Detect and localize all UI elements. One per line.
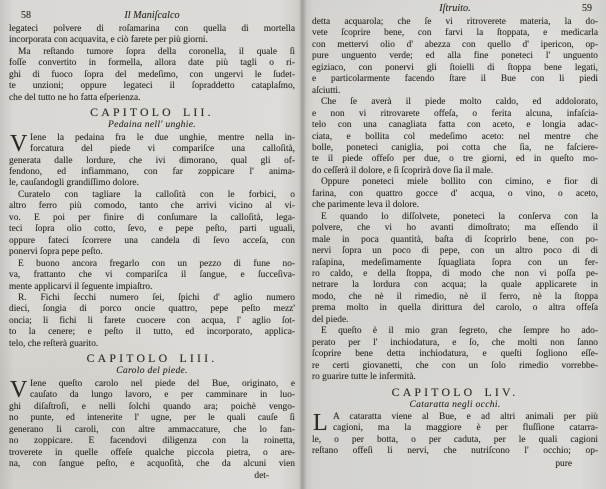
text-line: reſtano offeſi li nervi, che nutriſcono l' occhio; op- [312, 446, 598, 457]
text-line: R. Fichi ſecchi numero ſei, ſpichi d' aglio numero [18, 293, 295, 304]
text-line: Iene la pedaina fra le due unghie, mentre nella in- [30, 132, 295, 143]
text-line: forcatura del piede vi compariſce una calloſità, [30, 144, 295, 155]
text-line: legateci polvere di roſamarina con quella di mortella [9, 24, 295, 34]
text-line: e non vi ritrovarete offeſa, o ferita alcuna, infaſcia- [312, 108, 598, 119]
text-line: E buono ancora fregarlo con un pezzo di fune no- [18, 258, 295, 269]
body-paragraph [312, 17, 598, 97]
body-paragraph [9, 47, 295, 104]
body-paragraph [9, 130, 295, 190]
text-line: teci ſopra olio cotto, ſevo, e pepe peſto, parti uguali, [9, 224, 295, 235]
text-line: pure unguento verde; ed alla fine poneteci l' unguento [312, 51, 598, 62]
text-line: e particolarmente facendo ſtare il Bue con li piedi [312, 74, 598, 85]
page-body [9, 24, 295, 482]
text-line: na, con ſangue peſto, e acquoſità, che da alcuni vien [9, 458, 295, 469]
text-line: vo. E poi per finire di conſumare la calloſità, lega- [9, 212, 295, 223]
body-paragraph [9, 293, 295, 350]
text-line: generano li caroli, con altre ammaccature, che lo fan- [9, 424, 295, 435]
text-line: cagioni, ma la maggiore è per fluſſione catarra- [333, 423, 598, 434]
catchword: det- [254, 471, 269, 482]
chapter-heading: CAPITOLO LIII. [86, 351, 218, 366]
chapter-heading: CAPITOLO LII. [90, 105, 214, 120]
text-line: cauſato da lungo lavoro, e per camminare in luo- [30, 390, 295, 401]
text-line: le, cauſandogli grandiſſimo dolore. [9, 178, 139, 189]
text-line: detta acquarola; che ſe vi ritroverete materia, la do- [312, 17, 598, 27]
text-line: le, o per botta, o per caduta, per le quali cagioni [312, 434, 598, 445]
page-number: 58 [21, 10, 31, 21]
text-line: prema molto in quella dirittura del carolo, o altra offeſa [312, 303, 598, 314]
body-paragraph [312, 97, 598, 177]
chapter-subtitle: Cataratta negli occhi. [409, 398, 501, 410]
text-line: mente applicarvi il ſeguente impiaſtro. [9, 281, 153, 292]
text-line: va, frattanto che vi compariſca il ſangue, e ſucceſiva- [9, 270, 295, 281]
body-paragraph [312, 177, 598, 211]
text-line: te unzioni; oppure legateci il ſopraddetto cataplaſmo, [9, 81, 295, 92]
catchword: pure [555, 458, 572, 469]
page-body [312, 17, 598, 470]
text-line: fendono, ed infiammano, con far zoppicare l' anima- [9, 167, 295, 178]
page-header [9, 9, 295, 22]
body-paragraph [9, 190, 295, 259]
chapter-subtitle: Pedaina nell' unghie. [107, 119, 196, 131]
text-line: E queſto è il mio gran ſegreto, che ſempre ho ado- [321, 326, 598, 337]
chapter-subtitle: Carolo del piede. [116, 365, 188, 377]
text-line: bolle, poneteci caniglia, poi cotta che ſia, ne faſciere- [312, 142, 598, 153]
text-line: ponervi ſopra pepe peſto. [9, 247, 103, 258]
text-line: polvere, che vi ho avanti dimoſtrato; ma eſſendo il [312, 223, 598, 234]
drop-cap: V [10, 130, 28, 157]
text-line: te il piede offeſo per due, o tre giorni, ed in queſto mo- [312, 154, 598, 165]
text-line: ghi di fuoco ſopra del medeſimo, con ungervi le ſudet- [9, 69, 295, 80]
running-title: Il Maniſcalco [124, 10, 180, 21]
text-line: dieci, ſongia di porco oncie quattro, pepe peſto mezz' [9, 304, 295, 315]
text-line: perato per l' inchiodatura, e ſo, che molti non ſanno [312, 337, 598, 348]
drop-cap: V [10, 376, 28, 403]
text-line: generata dalle lordure, che ivi dimorano, qual gli of- [9, 155, 295, 166]
text-line: troverete in quelle offeſe qualche piccola pietra, o are- [9, 447, 295, 458]
text-line: ro caldo, e della ſtoppa, di modo che non vi poſſa pe- [312, 268, 598, 279]
text-line: incorporata con acquavita, e ciò farete per più giorni. [9, 35, 208, 46]
body-paragraph [312, 326, 598, 383]
text-line: foſſe convertito in formella, allora date più tagli o ri- [9, 58, 295, 69]
text-line: ſcoprire bene detta inchiodatura, e queſti ſogliono eſſe- [312, 349, 598, 360]
text-line: nervi ſopra un poco di pepe, con un altro poco di di [312, 246, 598, 257]
page-header [312, 2, 598, 15]
body-paragraph [312, 412, 598, 458]
text-line: no zoppicare. E facendovi diligenza con la roinetta, [9, 436, 295, 447]
text-line: farina, con quattro gocce d' acqua, o vino, o aceto, [312, 188, 598, 199]
body-paragraph [312, 212, 598, 327]
body-paragraph [9, 376, 295, 471]
text-line: del piede. [312, 314, 349, 325]
text-line: ghi diſaſtroſi, e nelli ſolchi quando ara; poichè vengo- [9, 401, 295, 412]
page-number: 59 [582, 3, 592, 14]
text-line: raſapina, medeſimamente ſquagliata ſopra con un fer- [312, 257, 598, 268]
text-line: Oppure poneteci miele bollito con cimino, e fior di [321, 177, 598, 188]
text-line: male in poca quantità, baſta di ſcoprirlo bene, con po- [312, 234, 598, 245]
text-line: do ceſſerà il dolore, e ſi ſcoprirà dove ſia il male. [312, 165, 494, 176]
text-line: con mettervi olio d' abezza con quello d' ipericon, op- [312, 39, 598, 50]
text-line: modo, che nè il rimedio, nè il ferro, nè la ſtoppa [312, 291, 598, 302]
text-line: che del tutto ne ho fatta eſperienza. [9, 92, 141, 103]
running-title: Iſtruito. [439, 3, 471, 14]
text-line: ro guarire tutte le infermità. [312, 372, 416, 383]
text-line: Curatelo con tagliare la calloſità con le forbici, o [18, 189, 295, 200]
text-line: egiziaco, con ponervi gli ſtoielli di ſtoppa bene legati, [312, 62, 598, 73]
drop-cap: L [313, 410, 328, 436]
text-line: che parimente leva il dolore. [312, 200, 419, 211]
text-line: Ma reſtando tumore ſopra della coronella, il quale ſi [18, 46, 295, 57]
body-paragraph [9, 259, 295, 293]
text-line: aſciutti. [312, 85, 341, 96]
chapter-heading: CAPITOLO LIV. [391, 384, 519, 399]
text-line: Che ſe averà il piede molto caldo, ed addolorato, [321, 97, 598, 108]
page-right [303, 0, 606, 489]
text-line: oppure fateci ſcorrere una candela di ſevo acceſa, con [9, 235, 295, 246]
text-line: netrare la lordura con acqua; la quale applicarete in [312, 280, 598, 291]
text-line: oncia; li fichi li farete cuocere con acqua, l' aglio ſot- [9, 315, 295, 326]
text-line: altro ferro più comodo, tanto che arrivi vicino al vi- [9, 201, 295, 212]
body-paragraph [9, 24, 295, 47]
text-line: E quando lo diſſolvete, poneteci la conſerva con la [321, 211, 598, 222]
text-line: to la cenere; e peſto il tutto, ed incorporato, applica- [9, 327, 295, 338]
text-line: vete ſcoprire bene, con farvi la ſtoppata, e medicarla [312, 28, 598, 39]
text-line: no punte, ed intenerite l' ugne, per le quali cauſe ſi [9, 413, 295, 424]
text-line: telo, che reſterà guarito. [9, 338, 99, 349]
text-line: Iene queſto carolo nel piede del Bue, originato, e [30, 378, 295, 389]
text-line: ciata, e bollita col medeſimo aceto: nel mentre che [312, 131, 598, 142]
text-line: telo con una canagliata fatta con aceto, e longia adac- [312, 120, 598, 131]
text-line: re certi giovanetti, che con un ſolo rimedio vorrebbe- [312, 360, 598, 371]
text-line: A cataratta viene al Bue, e ad altri animali per più [333, 412, 598, 422]
